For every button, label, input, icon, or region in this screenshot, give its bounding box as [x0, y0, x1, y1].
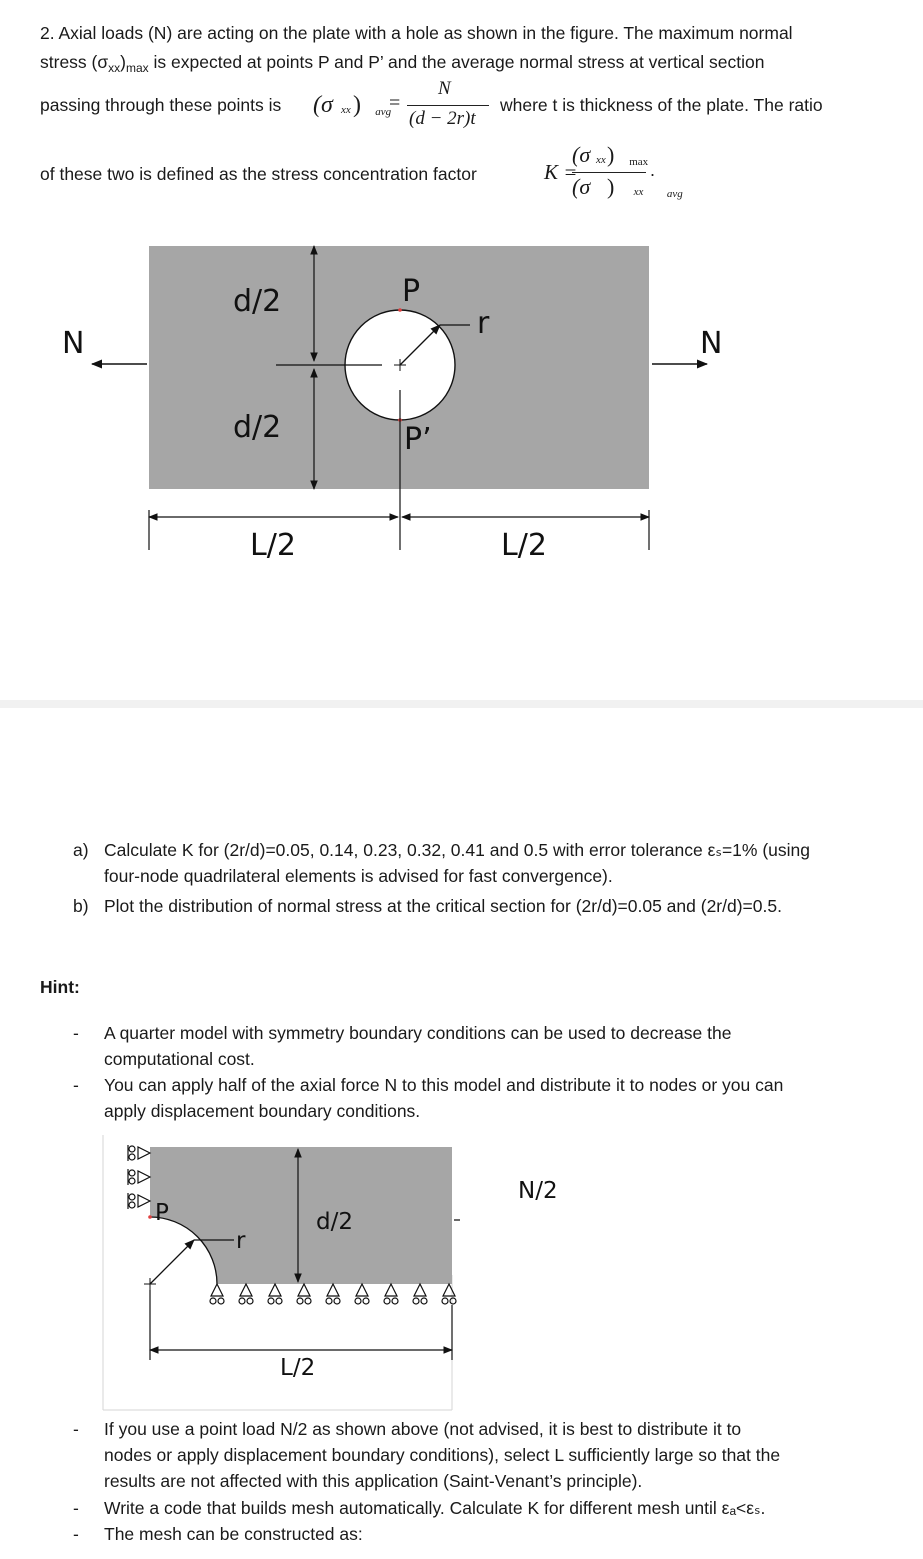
intro-line-2-sub: xx — [108, 61, 121, 75]
bullet-dash: - — [73, 1498, 79, 1518]
formula-k-lhs: K = — [544, 160, 578, 184]
hint-bullet-1-line-1: A quarter model with symmetry boundary conditions can be used to decrease the — [104, 1023, 732, 1043]
formula-avg-den: (d − 2r)t — [409, 108, 476, 129]
formula-average-stress: (σ $_{xx}$ ) $_{avg}$ = N (d − 2r)t — [313, 80, 493, 136]
formula-k-num-xx: xx — [596, 154, 606, 166]
hint-bullet-2-line-2: apply displacement boundary conditions. — [104, 1101, 421, 1121]
hint-title: Hint: — [40, 977, 80, 997]
formula-k-num: (σ — [572, 142, 591, 167]
formula-k: K = (σ $_{xx}$ ) $_{max}$ (σ $_{xx}$ ) $_{avg}$ . — [544, 142, 683, 200]
label-r: r — [477, 306, 490, 341]
label-n-right: N — [700, 326, 723, 361]
label-n-left: N — [62, 326, 85, 361]
formula-avg-sub: xx — [341, 104, 351, 116]
bottom-roller-supports — [210, 1284, 456, 1304]
label-p-2: P — [155, 1200, 169, 1226]
label-d2-top: d/2 — [233, 284, 282, 319]
formula-avg-sub2: avg — [375, 106, 392, 118]
left-roller-supports — [128, 1145, 150, 1209]
quarter-plate — [150, 1147, 452, 1284]
formula-k-num-sub: max — [629, 156, 649, 168]
intro-line-2-c: is expected at points P and P’ and the average normal stress at vertical section — [148, 52, 765, 72]
section-separator — [0, 700, 923, 708]
formula-avg-num: N — [438, 78, 451, 99]
point-p-marker-2 — [148, 1215, 152, 1219]
intro-line-2-a: stress (σ — [40, 52, 109, 72]
question-b-marker: b) — [73, 896, 89, 916]
formula-avg-lhs: (σ — [313, 92, 333, 118]
hint-bullet-3-line-3: results are not affected with this application (Saint-Venant’s principle). — [104, 1471, 643, 1491]
label-d2-bottom: d/2 — [233, 410, 282, 445]
hint-bullet-5-line-1: The mesh can be constructed as: — [104, 1524, 363, 1544]
label-p: P — [402, 274, 421, 309]
formula-k-den-xx: xx — [633, 186, 644, 198]
question-a-line-2: four-node quadrilateral elements is advised for fast convergence). — [104, 866, 613, 886]
label-d2-2: d/2 — [316, 1209, 353, 1235]
bullet-dash: - — [73, 1023, 79, 1043]
intro-line-2 — [40, 49, 764, 78]
intro-line-2-b: ) — [120, 52, 126, 72]
formula-avg-bar — [407, 105, 489, 106]
label-r-2: r — [236, 1228, 246, 1254]
question-a-line-1: Calculate K for (2r/d)=0.05, 0.14, 0.23, 0.32, 0.41 and 0.5 with error tolerance εₛ=1% (using — [104, 840, 810, 860]
bullet-dash: - — [73, 1419, 79, 1439]
hint-bullet-2-line-1: You can apply half of the axial force N to this model and distribute it to nodes or you can — [104, 1075, 784, 1095]
formula-k-den-sub: avg — [666, 188, 683, 200]
hint-bullet-3-line-2: nodes or apply displacement boundary conditions), select L sufficiently large so that the — [104, 1445, 781, 1465]
label-l2-right: L/2 — [501, 528, 547, 563]
intro-line-1: 2. Axial loads (N) are acting on the plate with a hole as shown in the figure. The maximum normal — [40, 23, 793, 43]
hint-bullet-3-line-1: If you use a point load N/2 as shown above (not advised, it is best to distribute it to — [104, 1419, 742, 1439]
question-b-line-1: Plot the distribution of normal stress at the critical section for (2r/d)=0.05 and (2r/d)=0.5. — [104, 896, 782, 916]
plate-with-hole-figure — [0, 230, 923, 570]
hint-bullet-1-line-2: computational cost. — [104, 1049, 255, 1069]
intro-line-4: of these two is defined as the stress concentration factor — [40, 164, 477, 184]
label-l2-2: L/2 — [280, 1355, 316, 1381]
label-p-prime: P’ — [404, 422, 432, 457]
intro-line-2-sub2: max — [126, 61, 149, 75]
formula-k-bar — [572, 172, 646, 173]
bullet-dash: - — [73, 1075, 79, 1095]
intro-line-3-b: where t is thickness of the plate. The ratio — [500, 95, 823, 115]
question-a-marker: a) — [73, 840, 89, 860]
label-n2: N/2 — [518, 1178, 558, 1204]
bullet-dash: - — [73, 1524, 79, 1544]
formula-k-den: (σ — [572, 174, 591, 199]
hint-bullet-4-line-1: Write a code that builds mesh automatically. Calculate K for different mesh until εₐ<εₛ. — [104, 1498, 766, 1518]
intro-line-3-a: passing through these points is — [40, 95, 282, 115]
radius-arrow-2 — [150, 1240, 194, 1284]
label-l2-left: L/2 — [250, 528, 296, 563]
